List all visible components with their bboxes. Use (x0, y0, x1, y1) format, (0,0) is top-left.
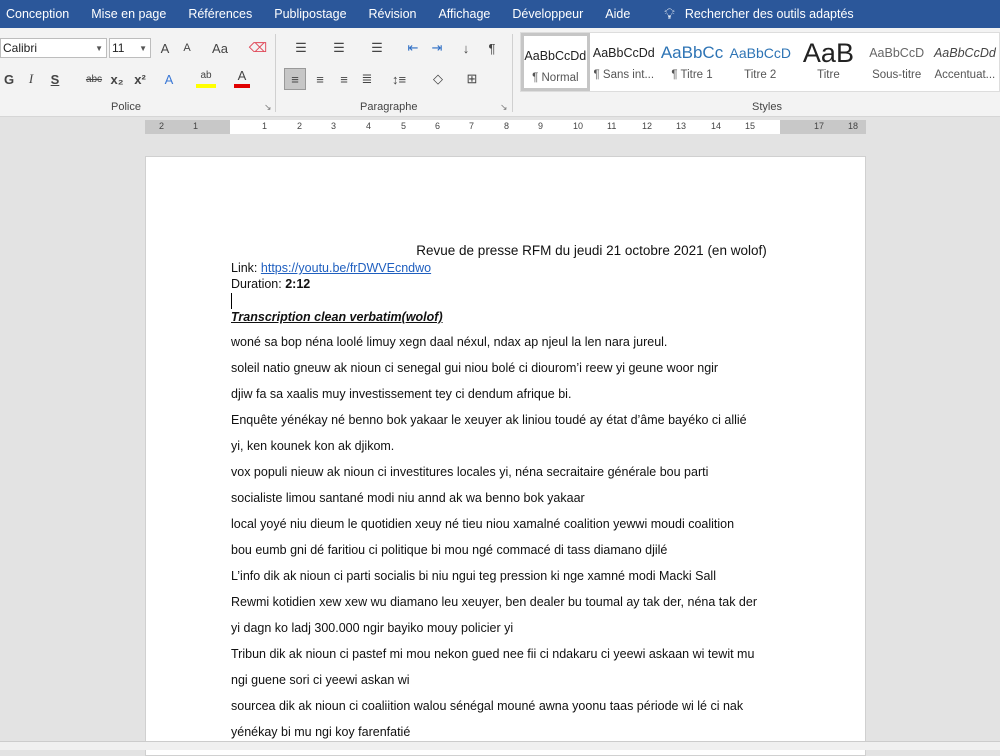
ruler-number: 7 (469, 121, 475, 131)
style-titre[interactable] (794, 33, 862, 91)
ruler-number: 4 (366, 121, 372, 131)
ruler-number: 17 (814, 121, 825, 131)
ruler-left-margin (145, 120, 230, 134)
paragraph-line: local yoyé niu dieum le quotidien xeuy né tieu niou xamalné coalition yewwi moudi coalition (231, 517, 735, 531)
ruler-number: 9 (538, 121, 544, 131)
style-label: Accentuat... (934, 69, 996, 81)
tell-me-search[interactable] (664, 6, 853, 23)
line-spacing-icon[interactable]: ↕≡ (391, 71, 407, 87)
chevron-down-icon: ▼ (139, 43, 147, 53)
font-size-select[interactable] (109, 38, 151, 58)
paragraph-line: L’info dik ak nioun ci parti socialis bi niu ngui teg pression ki nge xamné modi Macki Sall (231, 569, 716, 583)
ruler-number: 15 (745, 121, 756, 131)
ruler-number: 3 (331, 121, 337, 131)
align-right-icon[interactable]: ≡ (340, 71, 348, 87)
transcription-heading: Transcription clean verbatim(wolof) (231, 310, 443, 324)
divider (275, 34, 276, 112)
style-preview: AaBbCcD (729, 45, 791, 61)
multilevel-list-icon[interactable]: ☰ (371, 40, 383, 55)
paragraph-line: bou eumb gni dé faritiou ci politique bi mou ngé commacé di tass diamano djilé (231, 543, 668, 557)
style-label: ¶ Sans int... (593, 69, 655, 81)
clear-formatting-icon[interactable]: ⌫ (248, 40, 268, 55)
style-label: ¶ Normal (532, 72, 579, 84)
shading-icon[interactable]: ◇ (433, 71, 443, 86)
ribbon (0, 28, 1000, 117)
link-line (231, 261, 431, 275)
ruler-number: 1 (193, 121, 199, 131)
paragraph-line: Enquête yénékay né benno bok yakaar le xeuyer ak liniou toudé ay état d’âme bayéko ci allié (231, 413, 747, 427)
paragraph-line: djiw fa sa xaalis muy investissement tey ci dendum afrique bi. (231, 387, 572, 401)
ribbon-tab-bar (0, 0, 1000, 28)
styles-gallery (520, 32, 1000, 92)
font-size-value: 11 (112, 41, 125, 55)
paragraph-line: yi dagn ko ladj 300.000 ngir bayiko mouy policier yi (231, 621, 514, 635)
style-sous-titre[interactable] (863, 33, 931, 91)
text-cursor (231, 293, 232, 309)
font-name-select[interactable] (0, 38, 107, 58)
style-accentuation[interactable] (931, 33, 999, 91)
style-preview: AaBbCcD (869, 46, 925, 60)
dialog-launcher-icon[interactable]: ↘ (264, 102, 272, 112)
ruler-number: 18 (848, 121, 859, 131)
youtube-link[interactable]: https://youtu.be/frDWVEcndwo (260, 261, 432, 275)
tab-revision[interactable]: Révision (368, 7, 417, 21)
duration-label: Duration: (231, 277, 286, 291)
paragraph-line: woné sa bop néna loolé limuy xegn daal néxul, ndax ap njeul la len nara jureul. (231, 335, 668, 349)
ruler-number: 8 (504, 121, 510, 131)
tab-mise-en-page[interactable]: Mise en page (91, 7, 167, 21)
lightbulb-icon: 💡︎ (664, 5, 675, 23)
align-center-icon[interactable]: ≡ (316, 71, 324, 87)
borders-icon[interactable]: ⊞ (466, 71, 478, 86)
sort-icon[interactable]: ↓ (462, 40, 470, 56)
group-label-paragraphe: Paragraphe (360, 101, 418, 113)
font-color-button[interactable]: A (234, 66, 250, 88)
style-label: Sous-titre (872, 69, 922, 81)
status-bar (0, 741, 1000, 750)
style-label: Titre 2 (744, 69, 777, 81)
ruler-number: 12 (642, 121, 653, 131)
tab-aide[interactable]: Aide (605, 7, 631, 21)
grow-font-button[interactable]: A (160, 40, 170, 56)
style-normal[interactable] (521, 33, 590, 91)
style-titre-2[interactable] (726, 33, 794, 91)
bold-button[interactable]: G (3, 71, 15, 87)
font-name-value: Calibri (3, 41, 38, 55)
dialog-launcher-icon[interactable]: ↘ (500, 102, 508, 112)
text-effects-button[interactable]: A (164, 71, 174, 87)
style-titre-1[interactable] (658, 33, 726, 91)
ruler-number: 13 (676, 121, 687, 131)
increase-indent-icon[interactable]: ⇥ (431, 40, 443, 55)
link-label: Link: (231, 261, 261, 275)
italic-button[interactable]: I (28, 71, 34, 86)
underline-button[interactable]: S (50, 71, 60, 87)
style-label: Titre (817, 69, 840, 81)
style-preview: AaBbCcDd (933, 46, 996, 60)
chevron-down-icon: ▼ (95, 43, 103, 53)
subscript-button[interactable]: x₂ (110, 71, 124, 87)
tab-developpeur[interactable]: Développeur (512, 7, 584, 21)
ruler-number: 5 (401, 121, 407, 131)
paragraph-line: yénékay bi mu ngi koy farenfatié (231, 725, 411, 739)
paragraph-line: yi, ken kounek kon ak djikom. (231, 439, 395, 453)
tab-publipostage[interactable]: Publipostage (274, 7, 347, 21)
tab-references[interactable]: Références (188, 7, 253, 21)
document-title: Revue de presse RFM du jeudi 21 octobre 2021 (en wolof) (416, 243, 767, 258)
bullets-icon[interactable]: ☰ (295, 40, 307, 55)
style-label: ¶ Titre 1 (671, 69, 713, 81)
paragraph-line: Rewmi kotidien xew xew wu diamano leu xeuyer, ben dealer bu toumal ay tak der, néna tak der (231, 595, 757, 609)
tab-conception[interactable]: Conception (6, 7, 70, 21)
document-page[interactable] (145, 156, 866, 756)
ruler-number: 6 (435, 121, 441, 131)
style-preview: AaBbCcDd (524, 49, 587, 63)
highlight-button[interactable]: ab (196, 66, 216, 88)
paragraph-line: socialiste limou santané modi niu annd ak wa benno bok yakaar (231, 491, 585, 505)
superscript-button[interactable]: x² (134, 71, 146, 87)
shrink-font-button[interactable]: A (183, 42, 191, 54)
style-preview: AaBbCcDd (592, 46, 655, 60)
paragraph-line: sourcea dik ak nioun ci coaliition walou sénégal mouné awna yoonu taas période wi lé ci nak (231, 699, 744, 713)
duration-value: 2:12 (285, 277, 311, 291)
tab-affichage[interactable]: Affichage (438, 7, 491, 21)
ruler-number: 11 (607, 121, 617, 131)
paragraph-line: soleil natio gneuw ak nioun ci senegal gui niou bolé ci diourom’i reew yi geune woor ngir (231, 361, 719, 375)
style-preview: AaB (802, 39, 854, 68)
ruler-number: 2 (159, 121, 165, 131)
group-label-styles: Styles (752, 101, 782, 113)
ruler-number: 1 (262, 121, 268, 131)
show-marks-icon[interactable]: ¶ (488, 40, 496, 56)
strikethrough-button[interactable]: abc (85, 73, 103, 85)
horizontal-ruler[interactable] (145, 120, 866, 134)
paragraph-line: Tribun dik ak nioun ci pastef mi mou nekon gued nee fii ci ndakaru ci yeewi askaan wi tewit mu (231, 647, 755, 661)
change-case-button[interactable]: Aa (212, 40, 228, 56)
ruler-number: 10 (573, 121, 584, 131)
divider (512, 34, 513, 112)
ruler-number: 2 (297, 121, 303, 131)
justify-icon[interactable]: ≣ (361, 71, 373, 86)
numbering-icon[interactable]: ☰ (333, 40, 345, 55)
paragraph-line: vox populi nieuw ak nioun ci investitures locales yi, néna secraitaire générale bou parti (231, 465, 709, 479)
group-label-police: Police (111, 101, 141, 113)
ruler-number: 14 (711, 121, 722, 131)
align-left-icon[interactable]: ≡ (284, 68, 306, 90)
decrease-indent-icon[interactable]: ⇤ (407, 40, 419, 55)
style-preview: AaBbCc (660, 43, 724, 62)
style-sans-interligne[interactable] (590, 33, 658, 91)
paragraph-line: ngi guene sori ci yeewi askan wi (231, 673, 410, 687)
duration-line (231, 277, 310, 291)
tell-me-label: Rechercher des outils adaptés (684, 7, 854, 21)
